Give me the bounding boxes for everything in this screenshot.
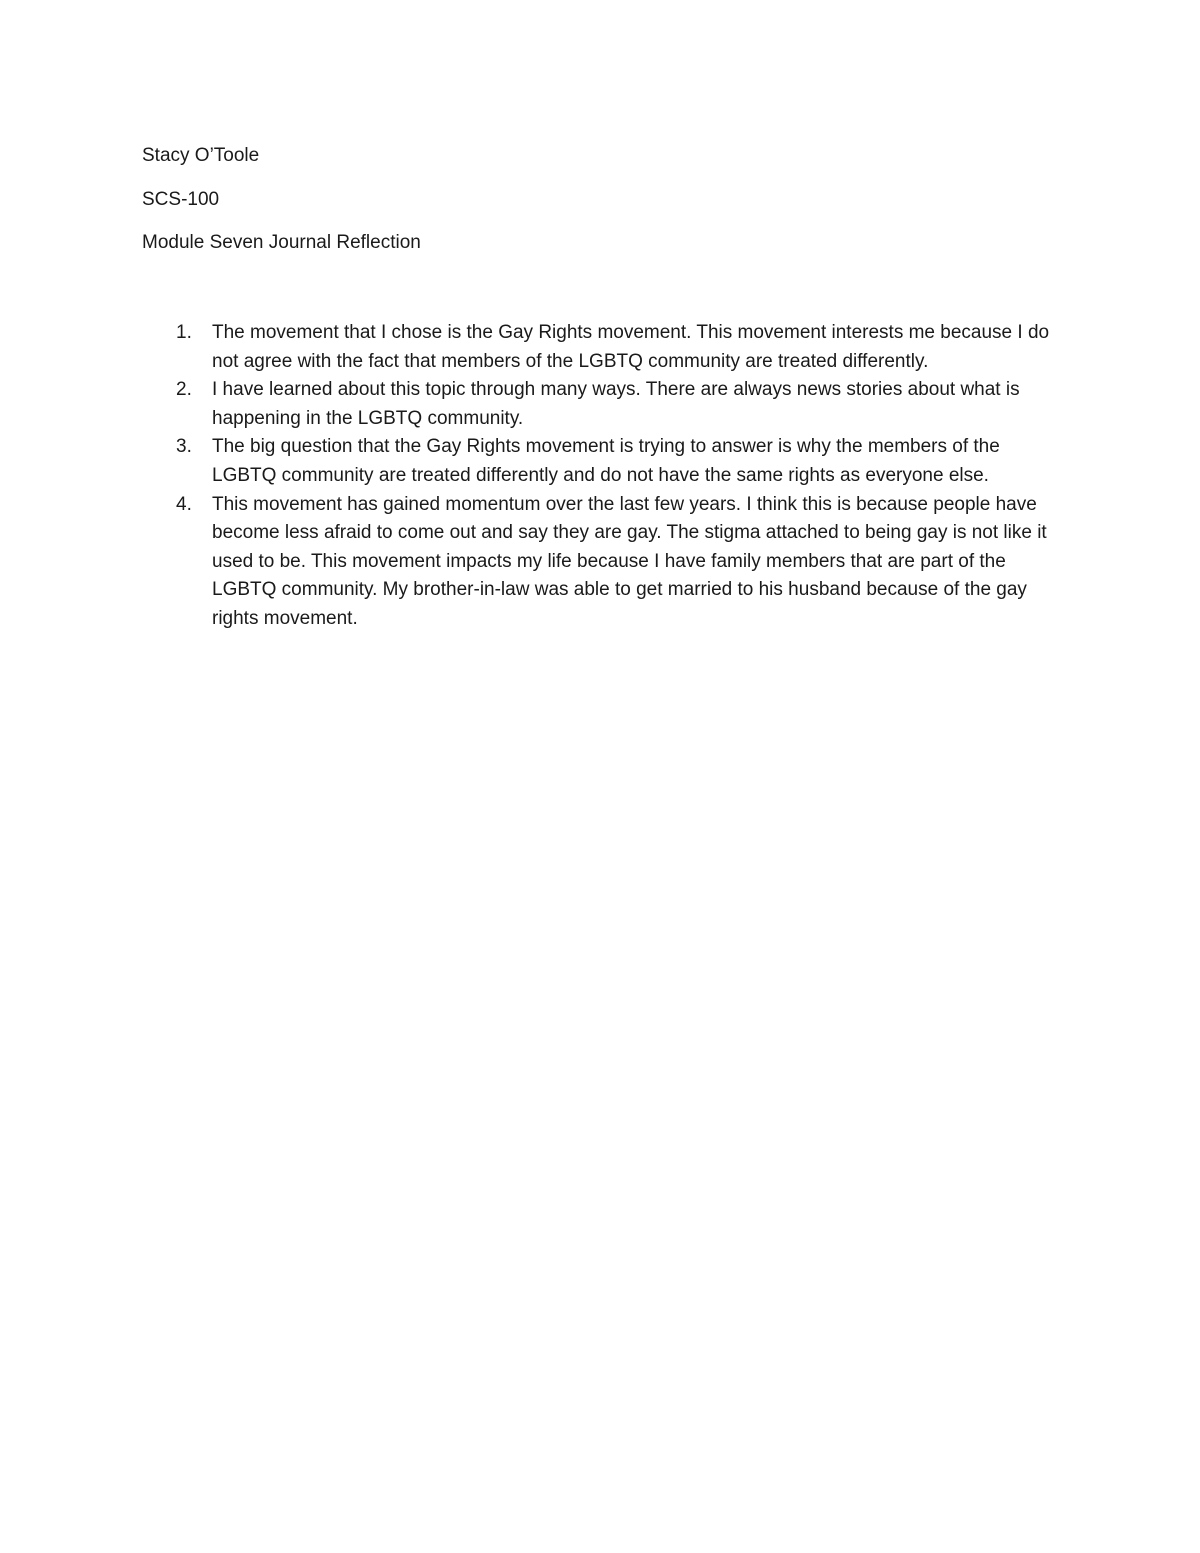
- list-item: [142, 376, 1062, 433]
- course-code: SCS-100: [142, 189, 220, 210]
- list-item-text: The movement that I chose is the Gay Rights movement. This movement interests me because I do not agree with the fact that members of the LGBTQ community are treated differently.: [212, 322, 1050, 372]
- list-item: [142, 319, 1062, 376]
- list-item: [142, 491, 1062, 634]
- document-title: Module Seven Journal Reflection: [142, 232, 421, 253]
- list-item-number: 4.: [176, 493, 192, 515]
- list-item-number: 1.: [176, 322, 192, 343]
- reflection-list: [142, 319, 1062, 634]
- list-item: [142, 433, 1062, 490]
- list-item-number: 2.: [176, 379, 192, 401]
- author-name: Stacy O’Toole: [142, 145, 260, 166]
- list-item-text: The big question that the Gay Rights movement is trying to answer is why the members of the LGBTQ community are treated differently and do not have the same rights as everyone else.: [212, 436, 1000, 486]
- list-item-text: I have learned about this topic through many ways. There are always news stories about what is happening in the LGBTQ community.: [212, 379, 1020, 429]
- list-item-text: This movement has gained momentum over the last few years. I think this is because people have become less afraid to come out and say they are gay. The stigma attached to being gay is not like it used to be. This movement impacts my life because I have family members that are part of the LGBTQ community. My brother-in-law was able to get married to his husband because of the gay rights movement.: [212, 493, 1047, 629]
- list-item-number: 3.: [176, 436, 192, 458]
